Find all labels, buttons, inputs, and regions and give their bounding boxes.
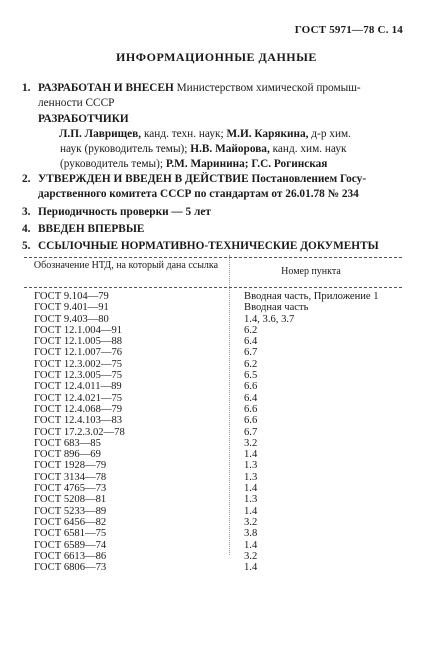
table-cell-document: ГОСТ 5233—89 (34, 505, 107, 517)
section-2-number: 2. (22, 173, 31, 185)
table-header-document: Обозначение НТД, на который дана ссылка (33, 260, 219, 271)
table-cell-item: 1.4 (244, 449, 258, 461)
developer-name: Р.М. Маринина; (165, 158, 249, 170)
section-3-text: Периодичность проверки — 5 лет (38, 206, 211, 218)
developer-degree: д-р хим. (308, 128, 351, 140)
section-4-text: ВВЕДЕН ВПЕРВЫЕ (38, 223, 145, 235)
table-cell-document: ГОСТ 6613—86 (34, 550, 107, 562)
section-2 (22, 172, 402, 202)
table-cell-item: 6.2 (244, 324, 258, 336)
table-cell-document: ГОСТ 3134—78 (34, 471, 107, 483)
table-header-item: Номер пункта (281, 266, 341, 277)
section-4-number: 4. (22, 223, 31, 235)
page-header-ref: ГОСТ 5971—78 С. 14 (294, 24, 403, 36)
table-cell-item: 6.6 (244, 381, 258, 393)
section-5-text: ССЫЛОЧНЫЕ НОРМАТИВНО-ТЕХНИЧЕСКИЕ ДОКУМЕНТЫ (38, 240, 379, 252)
table-cell-item: 3.8 (244, 528, 258, 540)
table-cell-item: 3.2 (244, 516, 258, 528)
table-cell-item: 1.4 (244, 483, 258, 495)
section-5-number: 5. (22, 240, 31, 252)
developer-name: Л.П. Лаврищев, (59, 128, 142, 140)
table-cell-document: ГОСТ 12.1.004—91 (34, 324, 123, 336)
section-2-heading: УТВЕРЖДЕН И ВВЕДЕН В ДЕЙСТВИЕ (38, 173, 249, 185)
developers-block (22, 112, 402, 172)
developer-degree: канд. техн. наук; (141, 128, 224, 140)
table-cell-item: 1.3 (244, 494, 258, 506)
table-cell-item: 1.4 (244, 562, 258, 574)
section-1-text-line2: ленности СССР (38, 97, 115, 109)
table-cell-document: ГОСТ 896—69 (34, 449, 101, 461)
table-cell-document: ГОСТ 6456—82 (34, 516, 107, 528)
section-1-heading: РАЗРАБОТАН И ВНЕСЕН (38, 82, 174, 94)
table-cell-document: ГОСТ 4765—73 (34, 483, 107, 495)
table-cell-document: ГОСТ 5208—81 (34, 494, 107, 506)
table-cell-document: ГОСТ 6581—75 (34, 528, 107, 540)
developer-degree: (руководитель темы); (60, 158, 164, 170)
table-cell-item: 6.4 (244, 336, 258, 348)
table-cell-item: 6.7 (244, 347, 258, 359)
section-2-text-line2: дарственного комитета СССР по стандартам от 26.01.78 № 234 (38, 188, 359, 200)
table-cell-item: 6.5 (244, 370, 258, 382)
section-4 (22, 222, 402, 237)
table-cell-item: 1.4 (244, 539, 258, 551)
table-cell-item: 1.4, 3.6, 3.7 (244, 313, 295, 325)
table-cell-document: ГОСТ 683—85 (34, 437, 101, 449)
developer-name: М.И. Карякина, (226, 128, 309, 140)
table-cell-item: 6.6 (244, 415, 258, 427)
table-cell-document: ГОСТ 6589—74 (34, 539, 107, 551)
section-1 (22, 81, 402, 111)
table-cell-document: ГОСТ 9.104—79 (34, 291, 109, 302)
section-3 (22, 205, 402, 220)
table-cell-item: 6.6 (244, 403, 258, 415)
developers-list (38, 127, 402, 172)
section-1-text: Министерством химической промыш- (173, 82, 361, 94)
table-cell-document: ГОСТ 12.3.005—75 (34, 370, 123, 382)
page-title: ИНФОРМАЦИОННЫЕ ДАННЫЕ (116, 50, 317, 64)
table-header-rule (24, 287, 402, 288)
developer-degree: канд. хим. наук (269, 143, 347, 155)
table-cell-document: ГОСТ 17.2.3.02—78 (34, 426, 125, 438)
table-cell-document: ГОСТ 9.401—91 (34, 302, 109, 314)
table-cell-item: 1.3 (244, 460, 258, 472)
table-cell-item: Вводная часть (244, 302, 309, 314)
developer-degree: наук (руководитель темы); (60, 143, 188, 155)
table-column-documents (34, 291, 125, 573)
section-2-text: Постановлением Госу- (248, 173, 367, 185)
table-cell-item: 1.3 (244, 471, 258, 483)
table-column-divider (229, 255, 230, 555)
section-5 (22, 239, 402, 254)
section-3-number: 3. (22, 206, 31, 218)
table-cell-document: ГОСТ 12.4.103—83 (34, 415, 123, 427)
table-cell-item: 1.4 (244, 505, 258, 517)
table-cell-document: ГОСТ 9.403—80 (34, 313, 109, 325)
developers-heading: РАЗРАБОТЧИКИ (38, 113, 129, 125)
developer-name: Г.С. Рогинская (251, 158, 328, 170)
table-cell-item: Вводная часть, Приложение 1 (244, 291, 379, 302)
table-cell-item: 3.2 (244, 550, 258, 562)
table-cell-item: 3.2 (244, 437, 258, 449)
table-cell-document: ГОСТ 12.1.005—88 (34, 336, 123, 348)
table-cell-document: ГОСТ 12.4.068—79 (34, 403, 123, 415)
table-cell-document: ГОСТ 12.4.021—75 (34, 392, 123, 404)
table-cell-document: ГОСТ 12.4.011—89 (34, 381, 122, 393)
developer-name: Н.В. Майорова, (190, 143, 270, 155)
table-cell-document: ГОСТ 12.3.002—75 (34, 358, 123, 370)
table-cell-document: ГОСТ 12.1.007—76 (34, 347, 123, 359)
table-cell-document: ГОСТ 6806—73 (34, 562, 107, 574)
table-top-rule (24, 257, 402, 258)
table-column-items (244, 291, 379, 573)
table-cell-item: 6.2 (244, 358, 258, 370)
section-1-number: 1. (22, 82, 31, 94)
table-cell-item: 6.7 (244, 426, 258, 438)
table-cell-item: 6.4 (244, 392, 258, 404)
table-cell-document: ГОСТ 1928—79 (34, 460, 107, 472)
